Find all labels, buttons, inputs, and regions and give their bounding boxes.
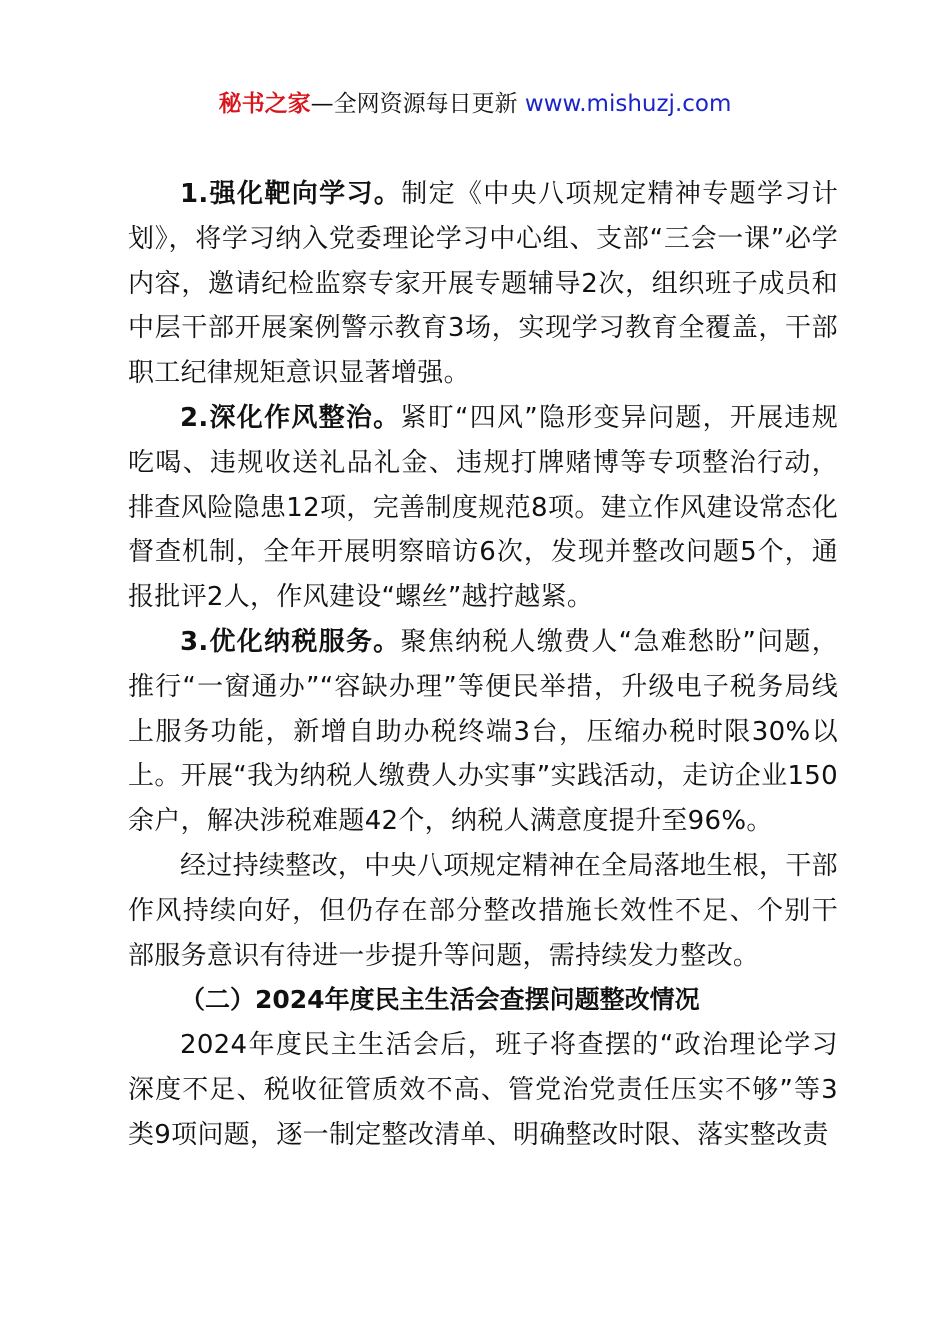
paragraph-optimize-tax-service: [128, 620, 838, 844]
section-heading: （二）2024年度民主生活会查摆问题整改情况: [180, 985, 700, 1015]
paragraph-text: 制定《中央八项规定精神专题学习计划》，将学习纳入党委理论学习中心组、支部“三会一课”必学内容，邀请纪检监察专家开展专题辅导2次，组织班子成员和中层干部开展案例警示教育3场，实现学习教育全覆盖，干部职工纪律规矩意识显著增强。: [128, 179, 838, 389]
paragraph-text: 聚焦纳税人缴费人“急难愁盼”问题，推行“一窗通办”“容缺办理”等便民举措，升级电子税务局线上服务功能，新增自助办税终端3台，压缩办税时限30%以上。开展“我为纳税人缴费人办实事”实践活动，走访企业150余户，解决涉税难题42个，纳税人满意度提升至96%。: [128, 626, 838, 837]
paragraph-democratic-life-meeting: 2024年度民主生活会后，班子将查摆的“政治理论学习深度不足、税收征管质效不高、管党治党责任压实不够”等3类9项问题，逐一制定整改清单、明确整改时限、落实整改责: [128, 1030, 838, 1150]
paragraph-text: 紧盯“四风”隐形变异问题，开展违规吃喝、违规收送礼品礼金、违规打牌赌博等专项整治行动，排查风险隐患12项，完善制度规范8项。建立作风建设常态化督查机制，全年开展明察暗访6次，发现并整改问题5个，通报批评2人，作风建设“螺丝”越拧越紧。: [128, 402, 838, 613]
brand-name: 秘书之家: [218, 91, 311, 117]
paragraph-deepen-style-rectification: [128, 396, 838, 620]
paragraph-strengthen-study: [128, 172, 838, 396]
paragraph-heading: 3.优化纳税服务。: [180, 626, 401, 657]
paragraph-heading: 1.强化靶向学习。: [180, 179, 402, 209]
paragraph-summary: 经过持续整改，中央八项规定精神在全局落地生根，干部作风持续向好，但仍存在部分整改措施长效性不足、个别干部服务意识有待进一步提升等问题，需持续发力整改。: [128, 850, 838, 971]
document-body: [128, 172, 838, 1158]
site-url[interactable]: www.mishuzj.com: [517, 91, 732, 117]
header-tagline: —全网资源每日更新: [310, 91, 518, 117]
paragraph-heading: 2.深化作风整治。: [180, 402, 401, 433]
page-header: [0, 86, 950, 122]
